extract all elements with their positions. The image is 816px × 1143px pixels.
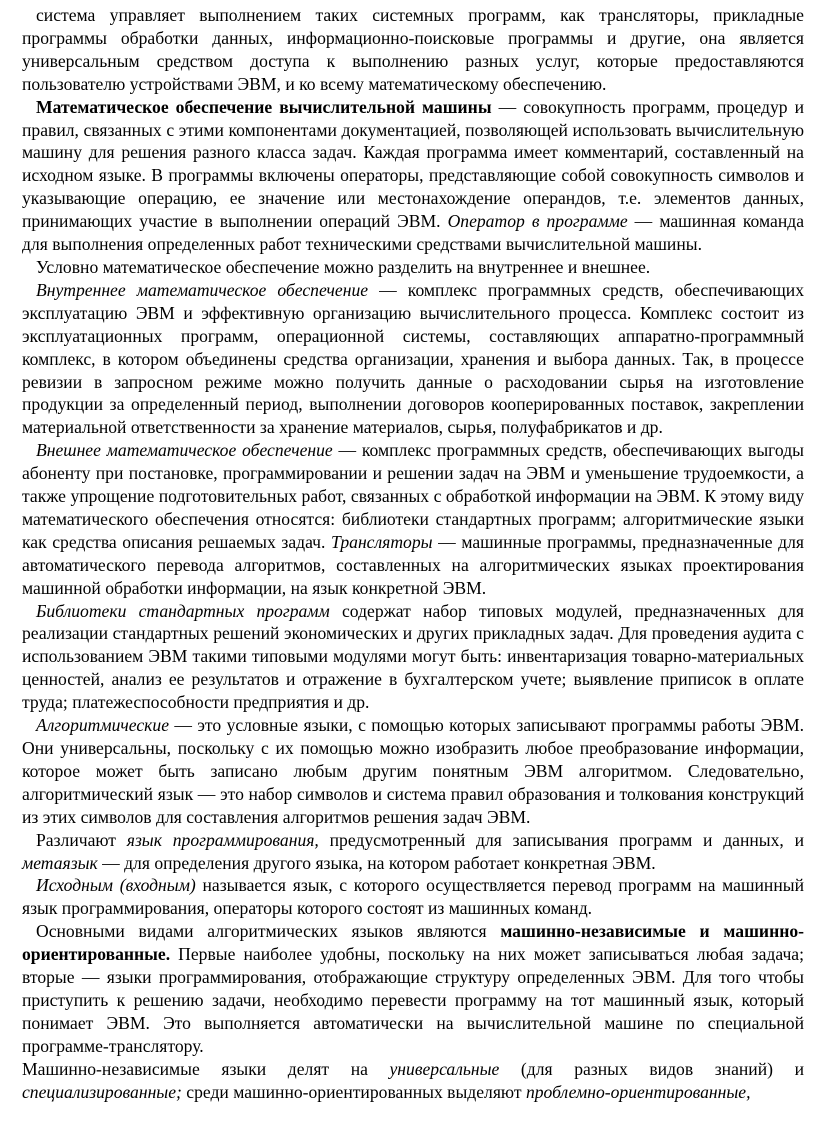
text-run: — для определения другого языка, на котором работает конкретная ЭВМ.: [97, 852, 656, 873]
italic-term: универсальные: [389, 1058, 500, 1079]
text-run: Основными видами алгоритмических языков являются: [36, 921, 501, 942]
italic-term: специализированные;: [22, 1081, 182, 1102]
text-run: Первые наиболее удобны, поскольку на них может записываться любая задача; вторые — языки программирования, отображающие структуру определенных ЭВМ. Для того чтобы приступить к решению задачи, необходимо перевести программу на тот машинный язык, который понимает ЭВМ. Это выполняется автоматически на вычислительной машине по специальной программе-транслятору.: [22, 944, 804, 1056]
paragraph: [22, 829, 804, 875]
text-run: — комплекс программных средств, обеспечивающих выгоды абоненту при постановке, программировании и решении задач на ЭВМ и уменьшение трудоемкости, а также упрощение подготовительных работ, связанных с обработкой информации на ЭВМ. К этому виду математического обеспечения относятся: библиотеки стандартных программ; алгоритмические языки как средства описания решаемых задач.: [22, 440, 804, 552]
bold-term: машинно-независимые и машинно-ориентированные.: [22, 921, 804, 965]
paragraph: [22, 439, 804, 599]
paragraph: [22, 920, 804, 1057]
paragraph: [22, 874, 804, 920]
text-run: система управляет выполнением таких системных программ, как трансляторы, прикладные программы обработки данных, информационно-поисковые программы и другие, она является универсальным средством доступа к выполнению разных услуг, которые предоставляются пользователю устройствами ЭВМ, и ко всему математическому обеспечению.: [22, 5, 804, 94]
italic-term: проблемно-ориентированные,: [525, 1081, 751, 1102]
italic-term: Внешнее математическое обеспечение: [36, 440, 333, 461]
italic-term: Библиотеки стандартных программ: [36, 600, 330, 621]
italic-term: Исходным (входным): [36, 875, 196, 896]
text-run: — машинная команда для выполнения определенных работ техническими средствами вычислительной машины.: [22, 211, 805, 255]
text-run: Условно математическое обеспечение можно разделить на внутреннее и внешнее.: [36, 256, 651, 277]
paragraph: [22, 600, 804, 715]
text-run: среди машинно-ориентированных выделяют: [181, 1081, 526, 1102]
text-run: (для разных видов знаний) и: [499, 1058, 804, 1079]
text-run: предусмотренный для записывания программ и данных, и: [318, 829, 804, 850]
text-run: Машинно-независимые языки делят на: [22, 1058, 390, 1079]
paragraph: [22, 714, 804, 829]
bold-term: Математическое обеспечение вычислительной машины: [36, 96, 492, 117]
italic-term: Алгоритмические: [36, 715, 170, 736]
paragraph: [22, 1058, 804, 1104]
text-run: — это условные языки, с помощью которых записывают программы работы ЭВМ. Они универсальны, поскольку с их помощью можно изобразить любое преобразование информации, которое может быть записано любым другим понятным ЭВМ алгоритмом. Следовательно, алгоритмический язык — это набор символов и система правил образования и толкования конструкций из этих символов для составления алгоритмов решения задач ЭВМ.: [22, 715, 804, 827]
text-run: содержат набор типовых модулей, предназначенных для реализации стандартных решений экономических и других прикладных задач. Для проведения аудита с использованием ЭВМ такими типовыми модулями могут быть: инвентаризация товарно-материальных ценностей, анализ ее результатов и отражение в бухгалтерском учете; выявление приписок в оплате труда; платежеспособности предприятия и др.: [22, 600, 805, 713]
text-run: — совокупность программ, процедур и правил, связанных с этими компонентами документацией, позволяющей использовать вычислительную машину для решения разного класса задач. Каждая программа имеет комментарий, составленный на исходном языке. В программы включены операторы, представляющие собой совокупность символов и указывающие операцию, ее значение или местонахождение операндов, т.е. элементов данных, принимающих участие в выполнении операций ЭВМ.: [22, 96, 804, 232]
paragraph: [22, 96, 804, 256]
text-run: — комплекс программных средств, обеспечивающих эксплуатацию ЭВМ и эффективную организацию вычислительного процесса. Комплекс состоит из эксплуатационных программ, операционной системы, составляющих аппаратно-программный комплекс, в котором объединены средства организации, хранения и выбора данных. Так, в процессе ревизии в запросном режиме можно получить данные о расходовании сырья на изготовление продукции за определенный период, выполнении договоров кооперированных поставок, закреплении материальной ответственности за хранение материалов, сырья, полуфабрикатов и др.: [22, 279, 805, 438]
paragraph: [22, 279, 804, 439]
text-run: Различают: [36, 829, 127, 850]
paragraph: [22, 4, 804, 96]
text-run: — машинные программы, предназначенные для автоматического перевода алгоритмов, составленных на алгоритмических языках проектирования машинной обработки информации, на язык конкретной ЭВМ.: [22, 531, 804, 598]
italic-term: Трансляторы: [331, 531, 433, 552]
italic-term: язык программирования,: [126, 829, 319, 850]
text-run: называется язык, с которого осуществляется перевод программ на машинный язык программирования, операторы которого состоят из машинных команд.: [22, 875, 804, 919]
italic-term: Внутреннее математическое обеспечение: [36, 279, 369, 300]
italic-term: Оператор в программе: [447, 211, 628, 232]
italic-term: метаязык: [22, 852, 98, 873]
paragraph: [22, 256, 804, 279]
